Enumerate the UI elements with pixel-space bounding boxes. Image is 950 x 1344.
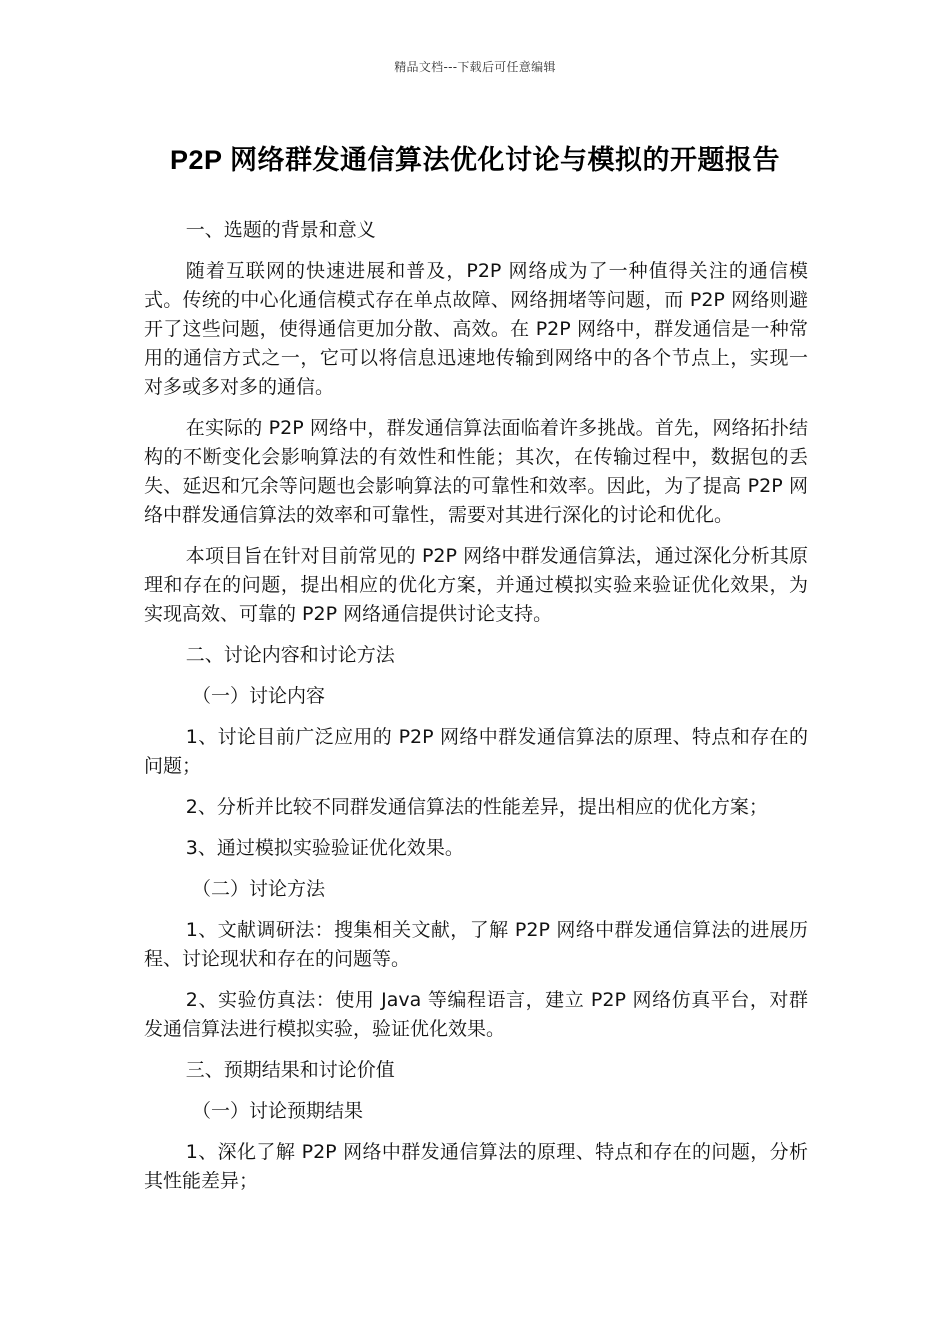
header-note: 精品文档---下载后可任意编辑 bbox=[394, 60, 556, 74]
subheading-research-methods: （二）讨论方法 bbox=[192, 878, 326, 900]
content-item-3: 3、通过模拟实验验证优化效果。 bbox=[185, 837, 464, 859]
method-item-1: 1、文献调研法：搜集相关文献，了解 P2P 网络中群发通信算法的进展历程、讨论现状和存在的问题等。 bbox=[144, 919, 808, 970]
section-heading-background: 一、选题的背景和意义 bbox=[185, 219, 376, 241]
paragraph-background-1: 随着互联网的快速进展和普及，P2P 网络成为了一种值得关注的通信模式。传统的中心化通信模式存在单点故障、网络拥堵等问题，而 P2P 网络则避开了这些问题，使得通信更加分散、高效。在 P2P 网络中，群发通信是一种常用的通信方式之一，它可以将信息迅速地传输到网络中的各个节点上，实现一对多或多对多的通信。 bbox=[144, 260, 808, 398]
paragraph-background-3: 本项目旨在针对目前常见的 P2P 网络中群发通信算法，通过深化分析其原理和存在的问题，提出相应的优化方案，并通过模拟实验来验证优化效果，为实现高效、可靠的 P2P 网络通信提供讨论支持。 bbox=[144, 545, 808, 625]
document-body bbox=[144, 216, 808, 1208]
subheading-expected-results: （一）讨论预期结果 bbox=[192, 1100, 364, 1122]
subheading-research-content: （一）讨论内容 bbox=[192, 685, 326, 707]
section-heading-content-methods: 二、讨论内容和讨论方法 bbox=[185, 644, 395, 666]
section-heading-expected-results: 三、预期结果和讨论价值 bbox=[185, 1059, 395, 1081]
expected-item-1: 1、深化了解 P2P 网络中群发通信算法的原理、特点和存在的问题，分析其性能差异； bbox=[144, 1141, 808, 1192]
content-item-1: 1、讨论目前广泛应用的 P2P 网络中群发通信算法的原理、特点和存在的问题； bbox=[144, 726, 808, 777]
content-item-2: 2、分析并比较不同群发通信算法的性能差异，提出相应的优化方案； bbox=[185, 796, 768, 818]
document-title: P2P 网络群发通信算法优化讨论与模拟的开题报告 bbox=[169, 145, 781, 175]
paragraph-background-2: 在实际的 P2P 网络中，群发通信算法面临着许多挑战。首先，网络拓扑结构的不断变化会影响算法的有效性和性能；其次，在传输过程中，数据包的丢失、延迟和冗余等问题也会影响算法的可靠性和效率。因此，为了提高 P2P 网络中群发通信算法的效率和可靠性，需要对其进行深化的讨论和优化。 bbox=[144, 417, 808, 526]
method-item-2: 2、实验仿真法：使用 Java 等编程语言，建立 P2P 网络仿真平台，对群发通信算法进行模拟实验，验证优化效果。 bbox=[144, 989, 808, 1040]
